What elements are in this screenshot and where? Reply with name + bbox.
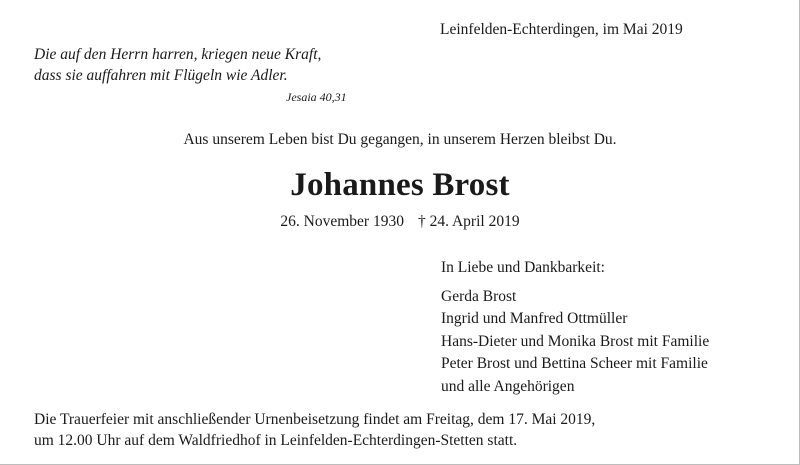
verse-reference: Jesaia 40,31 (286, 90, 347, 104)
mourner-name: Hans-Dieter und Monika Brost mit Familie (441, 332, 710, 350)
funeral-line: Die Trauerfeier mit anschließender Urnenbeisetzung findet am Freitag, dem 17. Mai 2019, (34, 411, 596, 428)
place-date: Leinfelden-Echterdingen, im Mai 2019 (440, 21, 683, 38)
mourners-block (441, 257, 709, 399)
mourners-intro: In Liebe und Dankbarkeit: (441, 259, 605, 276)
verse-line: Die auf den Herrn harren, kriegen neue Kraft, (34, 46, 322, 63)
verse-line: dass sie auffahren mit Flügeln wie Adler. (34, 67, 288, 84)
death-date: † 24. April 2019 (417, 213, 520, 230)
deceased-name: Johannes Brost (290, 167, 510, 203)
mourner-name: Peter Brost und Bettina Scheer mit Familie (441, 355, 708, 373)
mourner-name: Gerda Brost (441, 287, 517, 305)
funeral-line: um 12.00 Uhr auf dem Waldfriedhof in Leinfelden-Echterdingen-Stetten statt. (34, 432, 518, 449)
bible-verse (34, 44, 394, 86)
life-dates (0, 213, 800, 231)
mourner-name: Ingrid und Manfred Ottmüller (441, 310, 628, 328)
mourner-name: und alle Angehörigen (441, 377, 575, 395)
motto: Aus unserem Leben bist Du gegangen, in unserem Herzen bleibst Du. (183, 131, 617, 148)
birth-date: 26. November 1930 (280, 213, 404, 230)
funeral-info (34, 409, 595, 451)
